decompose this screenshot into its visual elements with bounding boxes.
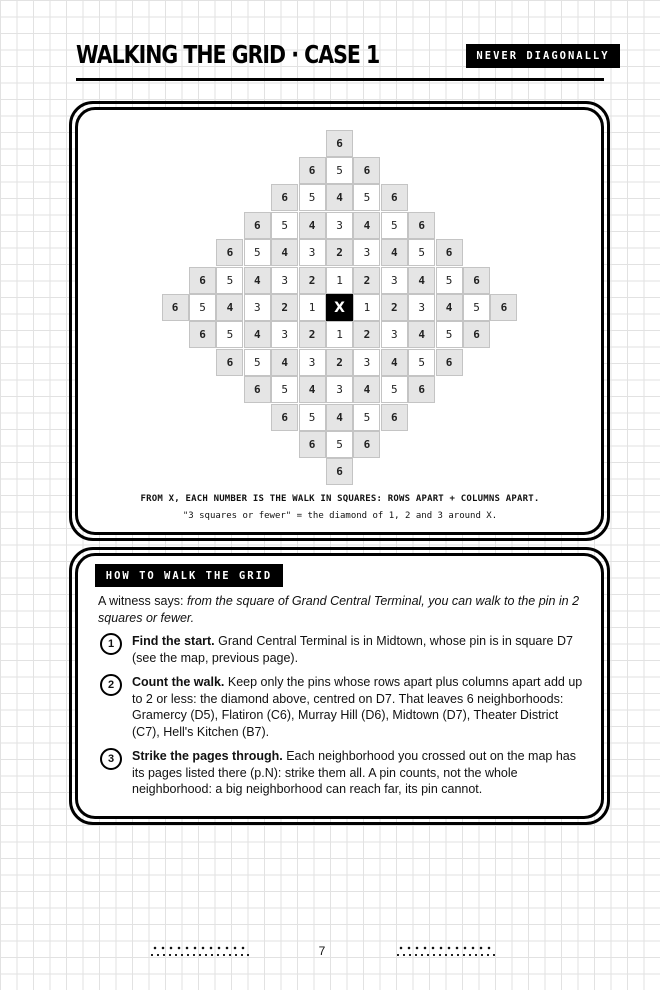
step-title: Count the walk. bbox=[132, 675, 225, 689]
footer-ornament-right bbox=[397, 945, 495, 957]
diamond-cell: 2 bbox=[299, 321, 326, 348]
diamond-cell: 4 bbox=[381, 239, 408, 266]
header-divider bbox=[76, 78, 604, 81]
step-text bbox=[132, 633, 588, 666]
diamond-cell: 4 bbox=[271, 239, 298, 266]
diamond-cell: 6 bbox=[381, 404, 408, 431]
diamond-cell: 5 bbox=[326, 431, 353, 458]
step-number: 1 bbox=[100, 633, 122, 655]
diamond-cell: 6 bbox=[244, 212, 271, 239]
diamond-cell: 4 bbox=[408, 321, 435, 348]
diamond-cell: 6 bbox=[299, 157, 326, 184]
diamond-cell: 6 bbox=[189, 267, 216, 294]
witness-intro: A witness says: bbox=[98, 594, 187, 608]
diamond-cell: 6 bbox=[299, 431, 326, 458]
witness-statement bbox=[98, 593, 588, 627]
diamond-cell: 1 bbox=[326, 321, 353, 348]
diamond-caption: FROM X, EACH NUMBER IS THE WALK IN SQUARES: ROWS APART + COLUMNS APART. bbox=[140, 494, 540, 504]
diamond-cell: 5 bbox=[216, 321, 243, 348]
step-body: Each neighborhood you crossed out on the map has its pages listed there (p.N): strike them all. A pin counts, not the whole neighborhood: a big neighborhood can reach far, its pin cannot. bbox=[132, 749, 576, 796]
diamond-cell: 3 bbox=[299, 239, 326, 266]
diamond-cell: 6 bbox=[244, 376, 271, 403]
witness-quote: from the square of Grand Central Terminal, you can walk to the pin in 2 squares or fewer. bbox=[98, 594, 580, 625]
diamond-cell: 5 bbox=[353, 404, 380, 431]
diamond-cell: 4 bbox=[436, 294, 463, 321]
diamond-cell: 6 bbox=[436, 349, 463, 376]
diamond-cell: 2 bbox=[271, 294, 298, 321]
diamond-cell: 6 bbox=[353, 157, 380, 184]
diamond-cell: 3 bbox=[271, 321, 298, 348]
diamond-cell: 6 bbox=[353, 431, 380, 458]
diamond-panel bbox=[69, 101, 610, 541]
step-title: Find the start. bbox=[132, 634, 215, 648]
diamond-cell: 5 bbox=[244, 349, 271, 376]
diamond-cell: 6 bbox=[408, 376, 435, 403]
diamond-cell: 3 bbox=[381, 321, 408, 348]
diamond-cell: 5 bbox=[189, 294, 216, 321]
diamond-cell: 6 bbox=[162, 294, 189, 321]
step-number: 2 bbox=[100, 674, 122, 696]
diamond-cell: 6 bbox=[271, 184, 298, 211]
diamond-cell: 1 bbox=[353, 294, 380, 321]
diamond-cell: 5 bbox=[271, 212, 298, 239]
diamond-cell: 4 bbox=[299, 212, 326, 239]
page-number: 7 bbox=[318, 944, 326, 958]
diamond-cell: 6 bbox=[271, 404, 298, 431]
diamond-cell: 6 bbox=[436, 239, 463, 266]
diamond-cell: 3 bbox=[353, 349, 380, 376]
diamond-cell: 5 bbox=[463, 294, 490, 321]
diamond-cell: 5 bbox=[381, 212, 408, 239]
diamond-cell: 3 bbox=[326, 212, 353, 239]
step-title: Strike the pages through. bbox=[132, 749, 283, 763]
diamond-cell: 6 bbox=[326, 130, 353, 157]
diamond-cell: 6 bbox=[326, 458, 353, 485]
diamond-cell: 6 bbox=[490, 294, 517, 321]
page-title: WALKING THE GRID · CASE 1 bbox=[76, 40, 380, 69]
diamond-cell: 5 bbox=[299, 404, 326, 431]
diamond-cell: 4 bbox=[244, 267, 271, 294]
diamond-cell: 5 bbox=[408, 239, 435, 266]
diamond-cell: 2 bbox=[299, 267, 326, 294]
diamond-cell: 5 bbox=[436, 267, 463, 294]
diamond-cell: 4 bbox=[216, 294, 243, 321]
diamond-cell: 4 bbox=[326, 184, 353, 211]
diamond-cell: 3 bbox=[353, 239, 380, 266]
diamond-cell: 6 bbox=[216, 239, 243, 266]
diamond-cell: 3 bbox=[271, 267, 298, 294]
diamond-cell: 4 bbox=[271, 349, 298, 376]
diamond-cell: 3 bbox=[326, 376, 353, 403]
step-text bbox=[132, 674, 588, 740]
footer-ornament-left bbox=[151, 945, 249, 957]
diamond-cell: 6 bbox=[463, 267, 490, 294]
step-body: Grand Central Terminal is in Midtown, whose pin is in square D7 (see the map, previous page). bbox=[132, 634, 573, 665]
diamond-cell: 2 bbox=[353, 321, 380, 348]
step-number: 3 bbox=[100, 748, 122, 770]
diamond-cell: 5 bbox=[353, 184, 380, 211]
diamond-center-cell: X bbox=[326, 294, 353, 321]
diamond-cell: 3 bbox=[408, 294, 435, 321]
diamond-cell: 6 bbox=[216, 349, 243, 376]
diamond-cell: 5 bbox=[408, 349, 435, 376]
rule-badge: NEVER DIAGONALLY bbox=[466, 44, 620, 68]
diamond-cell: 4 bbox=[299, 376, 326, 403]
diamond-subcaption: "3 squares or fewer" = the diamond of 1, 2 and 3 around X. bbox=[182, 511, 498, 521]
diamond-cell: 5 bbox=[216, 267, 243, 294]
diamond-cell: 2 bbox=[381, 294, 408, 321]
diamond-cell: 2 bbox=[353, 267, 380, 294]
diamond-cell: 1 bbox=[326, 267, 353, 294]
diamond-cell: 4 bbox=[408, 267, 435, 294]
diamond-panel-inner bbox=[75, 107, 604, 535]
diamond-cell: 4 bbox=[244, 321, 271, 348]
step-text bbox=[132, 748, 588, 798]
diamond-cell: 2 bbox=[326, 349, 353, 376]
diamond-cell: 5 bbox=[381, 376, 408, 403]
diamond-cell: 5 bbox=[271, 376, 298, 403]
diamond-cell: 6 bbox=[381, 184, 408, 211]
diamond-cell: 4 bbox=[326, 404, 353, 431]
diamond-cell: 6 bbox=[408, 212, 435, 239]
diamond-cell: 4 bbox=[381, 349, 408, 376]
step-body: Keep only the pins whose rows apart plus columns apart add up to 2 or less: the diamond above, centred on D7. That leaves 6 neighborhoods: Gramercy (D5), Flatiron (C6), Murray Hill (D6), Midtown (D7), Theater District (C7), Hell's Kitchen (B7). bbox=[132, 675, 583, 739]
diamond-cell: 3 bbox=[381, 267, 408, 294]
diamond-cell: 2 bbox=[326, 239, 353, 266]
diamond-cell: 5 bbox=[244, 239, 271, 266]
diamond-cell: 3 bbox=[299, 349, 326, 376]
diamond-cell: 6 bbox=[189, 321, 216, 348]
diamond-cell: 5 bbox=[326, 157, 353, 184]
diamond-cell: 6 bbox=[463, 321, 490, 348]
diamond-cell: 5 bbox=[299, 184, 326, 211]
howto-heading: HOW TO WALK THE GRID bbox=[95, 564, 283, 587]
diamond-cell: 4 bbox=[353, 212, 380, 239]
diamond-cell: 4 bbox=[353, 376, 380, 403]
diamond-cell: 1 bbox=[299, 294, 326, 321]
diamond-cell: 3 bbox=[244, 294, 271, 321]
diamond-cell: 5 bbox=[436, 321, 463, 348]
